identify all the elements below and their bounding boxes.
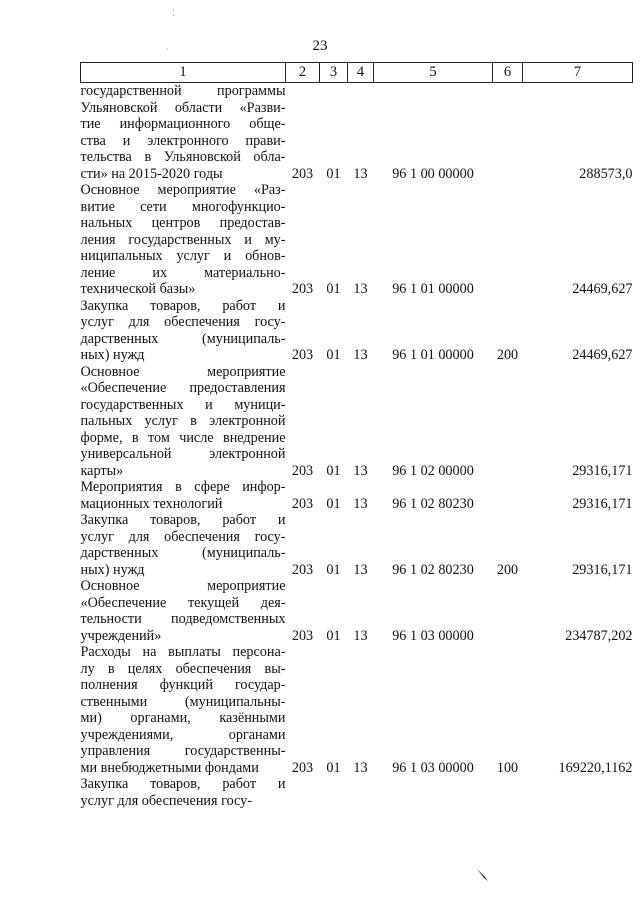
description-line: государственных и муници- xyxy=(80,396,286,413)
amount-cell: 288573,0 xyxy=(579,165,633,182)
code-target-article-cell: 96 1 00 00000 xyxy=(392,165,474,182)
table-row xyxy=(81,479,633,512)
budget-table xyxy=(80,62,633,809)
code-rzpr-cell: 203 xyxy=(291,495,314,512)
code-section-cell: 01 xyxy=(326,462,341,479)
code-rzpr-cell: 203 xyxy=(291,561,314,578)
code-expense-type-cell xyxy=(493,578,523,644)
description-line: Основное мероприятие xyxy=(80,578,286,594)
table-row xyxy=(81,83,633,183)
column-header-4: 4 xyxy=(348,63,374,83)
table-row xyxy=(81,364,633,480)
table-row xyxy=(81,182,633,298)
description-line: «Обеспечение предоставления xyxy=(80,380,286,396)
amount-cell: 29316,171 xyxy=(572,561,633,578)
code-subsection-cell xyxy=(348,776,374,809)
code-rzpr-cell: 203 xyxy=(291,462,314,479)
code-target-article-cell: 96 1 01 00000 xyxy=(392,281,474,297)
code-subsection-cell: 13 xyxy=(353,495,368,512)
column-header-2: 2 xyxy=(286,63,320,83)
amount-cell: 169220,1162 xyxy=(558,759,633,776)
code-subsection-cell: 13 xyxy=(353,165,368,182)
description-line: тельства в Ульяновской обла- xyxy=(80,149,286,165)
column-header-5: 5 xyxy=(374,63,493,83)
pen-mark-icon xyxy=(476,868,490,882)
row-description xyxy=(81,479,286,512)
code-subsection-cell: 13 xyxy=(353,561,368,578)
code-rzpr-cell xyxy=(286,776,320,809)
description-line: универсальной электронной xyxy=(80,446,286,462)
description-line: ства и электронного прави- xyxy=(80,132,286,149)
row-description xyxy=(81,776,286,809)
row-description xyxy=(81,512,286,578)
code-target-article-cell: 96 1 03 00000 xyxy=(392,627,474,644)
description-line: Ульяновской области «Разви- xyxy=(80,99,286,116)
code-expense-type-cell: 200 xyxy=(496,347,519,363)
code-target-article-cell: 96 1 02 80230 xyxy=(392,495,474,512)
code-target-article-cell xyxy=(374,776,493,809)
code-section-cell: 01 xyxy=(326,627,341,644)
description-line: ниципальных услуг и обнов- xyxy=(80,248,286,264)
description-line: «Обеспечение текущей дея- xyxy=(80,594,286,611)
description-line: управления государственны- xyxy=(80,743,286,759)
code-expense-type-cell xyxy=(493,364,523,480)
description-line: Расходы на выплаты персона- xyxy=(80,644,286,660)
column-header-7: 7 xyxy=(523,63,633,83)
code-subsection-cell: 13 xyxy=(353,281,368,297)
code-rzpr-cell: 203 xyxy=(291,347,314,363)
amount-cell: 24469,627 xyxy=(572,347,633,363)
amount-cell xyxy=(523,776,633,809)
description-line: лу в целях обеспечения вы- xyxy=(80,660,286,677)
code-target-article-cell: 96 1 02 80230 xyxy=(392,561,474,578)
description-line: витие сети многофункцио- xyxy=(80,198,286,215)
description-line: государственной программы xyxy=(80,83,286,99)
code-rzpr-cell: 203 xyxy=(291,281,314,297)
description-line: учреждениями, органами xyxy=(80,726,286,743)
table-body xyxy=(81,83,633,810)
description-line: сти» на 2015-2020 годы xyxy=(80,165,223,182)
column-header-6: 6 xyxy=(493,63,523,83)
table-row xyxy=(81,644,633,776)
code-subsection-cell: 13 xyxy=(353,462,368,479)
description-line: тие информационного обще- xyxy=(80,116,286,132)
description-line: технической базы» xyxy=(80,281,196,297)
description-line: форме, в том числе внедрение xyxy=(80,429,286,446)
row-description xyxy=(81,298,286,364)
description-line: учреждений» xyxy=(80,627,162,644)
code-expense-type-cell: 100 xyxy=(496,759,519,776)
description-line: ных) нужд xyxy=(80,347,145,363)
column-header-1: 1 xyxy=(81,63,286,83)
code-section-cell: 01 xyxy=(326,561,341,578)
description-line: дарственных (муниципаль- xyxy=(80,545,286,561)
table-row xyxy=(81,776,633,809)
description-line: Основное мероприятие xyxy=(80,363,286,380)
code-expense-type-cell xyxy=(493,479,523,512)
code-section-cell: 01 xyxy=(326,165,341,182)
column-header-3: 3 xyxy=(320,63,348,83)
code-expense-type-cell xyxy=(493,83,523,183)
description-line: Закупка товаров, работ и xyxy=(80,297,286,314)
code-subsection-cell: 13 xyxy=(353,347,368,363)
description-line: ми внебюджетными фондами xyxy=(80,759,259,776)
row-description xyxy=(81,83,286,183)
code-section-cell: 01 xyxy=(326,495,341,512)
row-description xyxy=(81,182,286,298)
description-line: ми) органами, казёнными xyxy=(80,710,286,726)
amount-cell: 29316,171 xyxy=(572,462,633,479)
amount-cell: 29316,171 xyxy=(572,495,633,512)
description-line: услуг для обеспечения госу- xyxy=(80,528,286,545)
code-subsection-cell: 13 xyxy=(353,627,368,644)
code-target-article-cell: 96 1 03 00000 xyxy=(392,759,474,776)
table-row xyxy=(81,578,633,644)
code-rzpr-cell: 203 xyxy=(291,627,314,644)
description-line: Закупка товаров, работ и xyxy=(80,776,286,792)
description-line: Основное мероприятие «Раз- xyxy=(80,182,286,198)
code-section-cell: 01 xyxy=(326,759,341,776)
table-header-row xyxy=(81,63,633,83)
code-subsection-cell: 13 xyxy=(353,759,368,776)
description-line: ных) нужд xyxy=(80,561,145,578)
code-target-article-cell: 96 1 02 00000 xyxy=(392,462,474,479)
description-line: ление их материально- xyxy=(80,264,286,281)
description-line: дарственных (муниципаль- xyxy=(80,330,286,347)
description-line: полнения функций государ- xyxy=(80,677,286,693)
scan-speck: ⁚ xyxy=(172,8,175,18)
table-row xyxy=(81,298,633,364)
code-target-article-cell: 96 1 01 00000 xyxy=(392,347,474,363)
description-line: услуг для обеспечения госу- xyxy=(80,792,252,809)
code-section-cell: 01 xyxy=(326,281,341,297)
scan-speck: · xyxy=(166,44,169,54)
description-line: карты» xyxy=(80,462,124,479)
code-expense-type-cell: 200 xyxy=(496,561,519,578)
description-line: Мероприятия в сфере инфор- xyxy=(80,479,286,495)
amount-cell: 234787,202 xyxy=(565,627,633,644)
code-section-cell xyxy=(320,776,348,809)
amount-cell: 24469,627 xyxy=(572,281,633,297)
table-row xyxy=(81,512,633,578)
description-line: тельности подведомственных xyxy=(80,611,286,627)
code-rzpr-cell: 203 xyxy=(291,759,314,776)
description-line: ственными (муниципальны- xyxy=(80,693,286,710)
code-expense-type-cell xyxy=(493,182,523,298)
description-line: услуг для обеспечения госу- xyxy=(80,314,286,330)
description-line: пальных услуг в электронной xyxy=(80,413,286,429)
code-rzpr-cell: 203 xyxy=(291,165,314,182)
code-section-cell: 01 xyxy=(326,347,341,363)
row-description xyxy=(81,578,286,644)
code-expense-type-cell xyxy=(493,776,523,809)
description-line: ления государственных и му- xyxy=(80,231,286,248)
description-line: Закупка товаров, работ и xyxy=(80,512,286,528)
description-line: нальных центров предостав- xyxy=(80,215,286,231)
row-description xyxy=(81,644,286,776)
row-description xyxy=(81,364,286,480)
page-number: 23 xyxy=(312,38,328,54)
description-line: мационных технологий xyxy=(80,495,223,512)
